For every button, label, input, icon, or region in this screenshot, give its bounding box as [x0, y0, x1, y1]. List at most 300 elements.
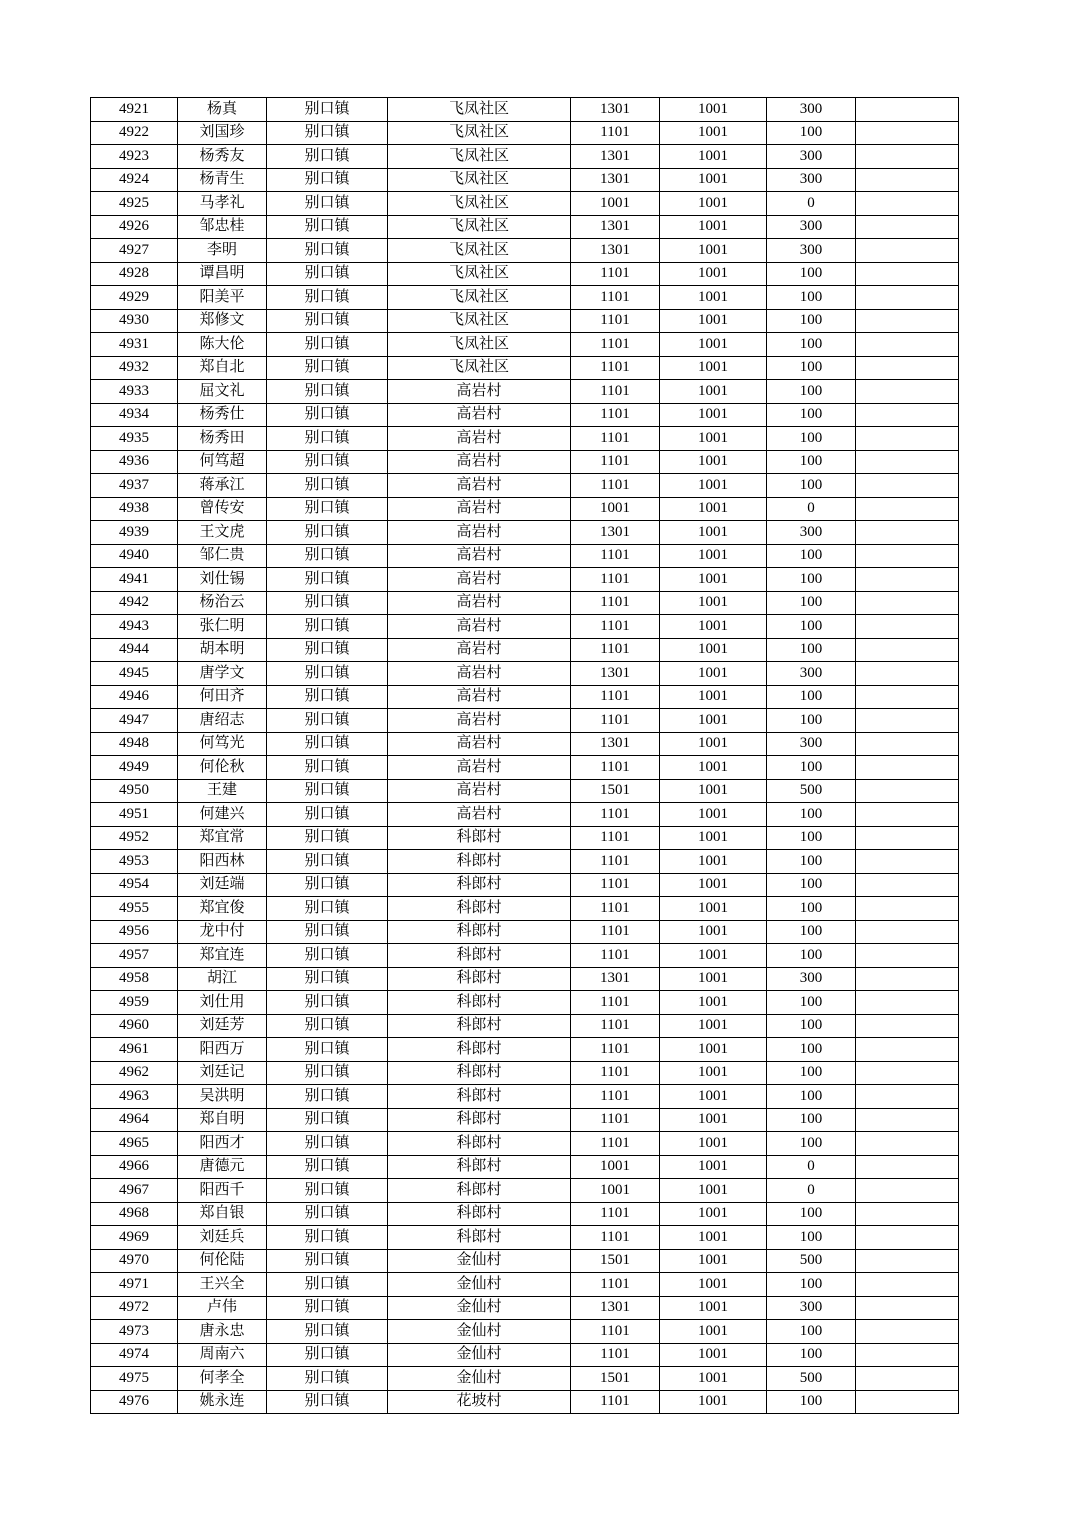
cell-village: 高岩村 — [388, 403, 571, 427]
cell-empty — [856, 98, 959, 122]
table-row — [91, 286, 959, 310]
cell-empty — [856, 897, 959, 921]
cell-id: 4949 — [91, 756, 178, 780]
cell-amount-1: 1101 — [571, 897, 660, 921]
cell-amount-2: 1001 — [660, 497, 767, 521]
table-row — [91, 1108, 959, 1132]
cell-amount-3: 100 — [767, 333, 856, 357]
cell-amount-3: 100 — [767, 356, 856, 380]
cell-name: 杨治云 — [178, 591, 267, 615]
cell-id: 4965 — [91, 1132, 178, 1156]
cell-amount-1: 1301 — [571, 967, 660, 991]
cell-name: 蒋承江 — [178, 474, 267, 498]
cell-amount-1: 1101 — [571, 685, 660, 709]
cell-name: 李明 — [178, 239, 267, 263]
cell-village: 高岩村 — [388, 685, 571, 709]
cell-amount-1: 1101 — [571, 544, 660, 568]
cell-town: 别口镇 — [267, 403, 388, 427]
cell-village: 科郎村 — [388, 1202, 571, 1226]
cell-amount-2: 1001 — [660, 1296, 767, 1320]
table-row — [91, 427, 959, 451]
cell-amount-3: 100 — [767, 873, 856, 897]
cell-name: 吴洪明 — [178, 1085, 267, 1109]
cell-amount-3: 100 — [767, 1273, 856, 1297]
cell-name: 何笃超 — [178, 450, 267, 474]
cell-amount-3: 100 — [767, 920, 856, 944]
cell-name: 刘廷兵 — [178, 1226, 267, 1250]
cell-name: 何伦陆 — [178, 1249, 267, 1273]
cell-name: 唐绍志 — [178, 709, 267, 733]
cell-amount-1: 1101 — [571, 944, 660, 968]
table-row — [91, 1249, 959, 1273]
cell-amount-2: 1001 — [660, 873, 767, 897]
table-row — [91, 662, 959, 686]
cell-amount-2: 1001 — [660, 591, 767, 615]
cell-name: 王兴全 — [178, 1273, 267, 1297]
table-row — [91, 544, 959, 568]
cell-name: 邹仁贵 — [178, 544, 267, 568]
cell-town: 别口镇 — [267, 215, 388, 239]
cell-amount-3: 100 — [767, 1320, 856, 1344]
cell-id: 4951 — [91, 803, 178, 827]
cell-amount-2: 1001 — [660, 427, 767, 451]
cell-amount-1: 1101 — [571, 403, 660, 427]
cell-town: 别口镇 — [267, 1202, 388, 1226]
cell-amount-2: 1001 — [660, 709, 767, 733]
cell-id: 4960 — [91, 1014, 178, 1038]
cell-amount-1: 1101 — [571, 568, 660, 592]
table-row — [91, 403, 959, 427]
cell-name: 曾传安 — [178, 497, 267, 521]
cell-village: 高岩村 — [388, 615, 571, 639]
cell-empty — [856, 732, 959, 756]
cell-village: 科郎村 — [388, 944, 571, 968]
cell-name: 何建兴 — [178, 803, 267, 827]
table-row — [91, 1226, 959, 1250]
cell-amount-1: 1101 — [571, 1061, 660, 1085]
cell-amount-2: 1001 — [660, 215, 767, 239]
cell-village: 科郎村 — [388, 1226, 571, 1250]
cell-id: 4931 — [91, 333, 178, 357]
cell-village: 科郎村 — [388, 1179, 571, 1203]
cell-empty — [856, 1132, 959, 1156]
cell-village: 高岩村 — [388, 474, 571, 498]
table-row — [91, 333, 959, 357]
cell-amount-2: 1001 — [660, 168, 767, 192]
table-row — [91, 568, 959, 592]
cell-village: 飞凤社区 — [388, 121, 571, 145]
cell-name: 张仁明 — [178, 615, 267, 639]
cell-id: 4969 — [91, 1226, 178, 1250]
cell-empty — [856, 779, 959, 803]
cell-id: 4941 — [91, 568, 178, 592]
cell-empty — [856, 239, 959, 263]
cell-id: 4940 — [91, 544, 178, 568]
table-row — [91, 474, 959, 498]
cell-name: 刘国珍 — [178, 121, 267, 145]
cell-amount-2: 1001 — [660, 803, 767, 827]
cell-id: 4934 — [91, 403, 178, 427]
cell-id: 4950 — [91, 779, 178, 803]
cell-amount-2: 1001 — [660, 1249, 767, 1273]
cell-amount-3: 100 — [767, 286, 856, 310]
cell-town: 别口镇 — [267, 121, 388, 145]
cell-amount-3: 300 — [767, 168, 856, 192]
cell-amount-2: 1001 — [660, 1202, 767, 1226]
table-row — [91, 192, 959, 216]
table-row — [91, 1085, 959, 1109]
cell-village: 飞凤社区 — [388, 333, 571, 357]
cell-amount-3: 100 — [767, 427, 856, 451]
cell-id: 4961 — [91, 1038, 178, 1062]
cell-village: 飞凤社区 — [388, 145, 571, 169]
table-row — [91, 309, 959, 333]
cell-name: 谭昌明 — [178, 262, 267, 286]
cell-amount-3: 100 — [767, 897, 856, 921]
cell-empty — [856, 1061, 959, 1085]
table-row — [91, 450, 959, 474]
cell-empty — [856, 380, 959, 404]
cell-village: 飞凤社区 — [388, 239, 571, 263]
cell-amount-3: 100 — [767, 474, 856, 498]
cell-id: 4972 — [91, 1296, 178, 1320]
cell-empty — [856, 450, 959, 474]
cell-amount-3: 100 — [767, 1085, 856, 1109]
cell-amount-2: 1001 — [660, 1273, 767, 1297]
cell-town: 别口镇 — [267, 98, 388, 122]
cell-id: 4948 — [91, 732, 178, 756]
cell-village: 科郎村 — [388, 850, 571, 874]
table-row — [91, 1273, 959, 1297]
table-row — [91, 145, 959, 169]
cell-name: 郑宜常 — [178, 826, 267, 850]
cell-name: 陈大伦 — [178, 333, 267, 357]
cell-amount-2: 1001 — [660, 380, 767, 404]
cell-amount-3: 100 — [767, 1226, 856, 1250]
cell-amount-3: 300 — [767, 239, 856, 263]
cell-empty — [856, 474, 959, 498]
cell-amount-2: 1001 — [660, 98, 767, 122]
cell-empty — [856, 615, 959, 639]
cell-village: 金仙村 — [388, 1343, 571, 1367]
cell-amount-2: 1001 — [660, 1320, 767, 1344]
table-row — [91, 873, 959, 897]
cell-amount-1: 1101 — [571, 1320, 660, 1344]
cell-amount-3: 300 — [767, 732, 856, 756]
cell-empty — [856, 873, 959, 897]
cell-town: 别口镇 — [267, 1273, 388, 1297]
cell-amount-2: 1001 — [660, 1367, 767, 1391]
cell-id: 4939 — [91, 521, 178, 545]
cell-town: 别口镇 — [267, 333, 388, 357]
cell-amount-3: 100 — [767, 309, 856, 333]
cell-empty — [856, 333, 959, 357]
cell-id: 4976 — [91, 1390, 178, 1414]
cell-amount-2: 1001 — [660, 121, 767, 145]
cell-amount-1: 1101 — [571, 450, 660, 474]
cell-amount-3: 100 — [767, 380, 856, 404]
cell-amount-3: 100 — [767, 1014, 856, 1038]
cell-name: 郑自北 — [178, 356, 267, 380]
cell-town: 别口镇 — [267, 615, 388, 639]
cell-town: 别口镇 — [267, 239, 388, 263]
cell-amount-3: 300 — [767, 662, 856, 686]
cell-empty — [856, 262, 959, 286]
cell-id: 4970 — [91, 1249, 178, 1273]
table-row — [91, 262, 959, 286]
cell-amount-3: 100 — [767, 121, 856, 145]
table-row — [91, 1390, 959, 1414]
cell-town: 别口镇 — [267, 920, 388, 944]
cell-id: 4967 — [91, 1179, 178, 1203]
cell-name: 刘廷记 — [178, 1061, 267, 1085]
cell-village: 科郎村 — [388, 1014, 571, 1038]
cell-id: 4946 — [91, 685, 178, 709]
table-row — [91, 709, 959, 733]
cell-town: 别口镇 — [267, 192, 388, 216]
cell-town: 别口镇 — [267, 756, 388, 780]
cell-town: 别口镇 — [267, 991, 388, 1015]
cell-id: 4968 — [91, 1202, 178, 1226]
cell-id: 4954 — [91, 873, 178, 897]
cell-village: 高岩村 — [388, 732, 571, 756]
cell-village: 科郎村 — [388, 1061, 571, 1085]
cell-amount-1: 1101 — [571, 121, 660, 145]
cell-id: 4924 — [91, 168, 178, 192]
cell-village: 金仙村 — [388, 1296, 571, 1320]
cell-town: 别口镇 — [267, 685, 388, 709]
cell-amount-3: 500 — [767, 1249, 856, 1273]
cell-amount-1: 1101 — [571, 1202, 660, 1226]
cell-amount-2: 1001 — [660, 356, 767, 380]
cell-amount-2: 1001 — [660, 756, 767, 780]
cell-village: 高岩村 — [388, 779, 571, 803]
cell-empty — [856, 1390, 959, 1414]
cell-empty — [856, 168, 959, 192]
cell-village: 高岩村 — [388, 544, 571, 568]
cell-empty — [856, 591, 959, 615]
cell-village: 科郎村 — [388, 1085, 571, 1109]
cell-amount-1: 1101 — [571, 803, 660, 827]
cell-empty — [856, 1249, 959, 1273]
cell-amount-2: 1001 — [660, 239, 767, 263]
cell-id: 4971 — [91, 1273, 178, 1297]
table-row — [91, 591, 959, 615]
cell-town: 别口镇 — [267, 1343, 388, 1367]
cell-amount-3: 300 — [767, 521, 856, 545]
cell-amount-1: 1001 — [571, 497, 660, 521]
cell-village: 高岩村 — [388, 568, 571, 592]
cell-name: 何孝全 — [178, 1367, 267, 1391]
cell-amount-2: 1001 — [660, 897, 767, 921]
cell-village: 高岩村 — [388, 497, 571, 521]
cell-id: 4936 — [91, 450, 178, 474]
cell-amount-3: 100 — [767, 1202, 856, 1226]
cell-name: 杨青生 — [178, 168, 267, 192]
cell-town: 别口镇 — [267, 168, 388, 192]
cell-id: 4947 — [91, 709, 178, 733]
cell-town: 别口镇 — [267, 544, 388, 568]
cell-town: 别口镇 — [267, 497, 388, 521]
cell-amount-1: 1101 — [571, 309, 660, 333]
cell-amount-3: 100 — [767, 1390, 856, 1414]
cell-name: 王文虎 — [178, 521, 267, 545]
cell-name: 刘廷芳 — [178, 1014, 267, 1038]
cell-amount-1: 1101 — [571, 826, 660, 850]
cell-amount-2: 1001 — [660, 850, 767, 874]
cell-amount-3: 100 — [767, 1061, 856, 1085]
cell-amount-2: 1001 — [660, 1179, 767, 1203]
cell-empty — [856, 638, 959, 662]
cell-name: 杨秀友 — [178, 145, 267, 169]
table-row — [91, 1014, 959, 1038]
table-row — [91, 380, 959, 404]
cell-id: 4927 — [91, 239, 178, 263]
cell-village: 金仙村 — [388, 1249, 571, 1273]
cell-empty — [856, 521, 959, 545]
cell-empty — [856, 1226, 959, 1250]
cell-id: 4975 — [91, 1367, 178, 1391]
cell-amount-2: 1001 — [660, 309, 767, 333]
cell-town: 别口镇 — [267, 521, 388, 545]
cell-town: 别口镇 — [267, 779, 388, 803]
cell-town: 别口镇 — [267, 826, 388, 850]
cell-village: 科郎村 — [388, 920, 571, 944]
cell-empty — [856, 568, 959, 592]
cell-id: 4926 — [91, 215, 178, 239]
cell-empty — [856, 403, 959, 427]
cell-empty — [856, 192, 959, 216]
cell-amount-3: 100 — [767, 944, 856, 968]
table-row — [91, 779, 959, 803]
cell-town: 别口镇 — [267, 1179, 388, 1203]
cell-name: 马孝礼 — [178, 192, 267, 216]
table-row — [91, 521, 959, 545]
cell-id: 4956 — [91, 920, 178, 944]
cell-village: 花坡村 — [388, 1390, 571, 1414]
cell-village: 金仙村 — [388, 1367, 571, 1391]
cell-village: 飞凤社区 — [388, 168, 571, 192]
cell-town: 别口镇 — [267, 1249, 388, 1273]
cell-village: 飞凤社区 — [388, 98, 571, 122]
cell-village: 高岩村 — [388, 591, 571, 615]
cell-empty — [856, 215, 959, 239]
cell-id: 4958 — [91, 967, 178, 991]
cell-id: 4921 — [91, 98, 178, 122]
cell-empty — [856, 1367, 959, 1391]
cell-town: 别口镇 — [267, 944, 388, 968]
cell-amount-2: 1001 — [660, 662, 767, 686]
cell-amount-1: 1501 — [571, 779, 660, 803]
cell-amount-1: 1301 — [571, 145, 660, 169]
cell-town: 别口镇 — [267, 380, 388, 404]
cell-amount-3: 100 — [767, 826, 856, 850]
cell-amount-3: 0 — [767, 1155, 856, 1179]
cell-name: 阳西林 — [178, 850, 267, 874]
cell-amount-3: 300 — [767, 967, 856, 991]
cell-amount-1: 1501 — [571, 1367, 660, 1391]
cell-village: 高岩村 — [388, 380, 571, 404]
cell-amount-2: 1001 — [660, 1226, 767, 1250]
cell-id: 4943 — [91, 615, 178, 639]
cell-town: 别口镇 — [267, 568, 388, 592]
cell-amount-1: 1101 — [571, 1343, 660, 1367]
cell-amount-1: 1301 — [571, 732, 660, 756]
cell-village: 飞凤社区 — [388, 356, 571, 380]
cell-town: 别口镇 — [267, 1390, 388, 1414]
cell-id: 4973 — [91, 1320, 178, 1344]
cell-id: 4955 — [91, 897, 178, 921]
cell-id: 4937 — [91, 474, 178, 498]
cell-village: 高岩村 — [388, 803, 571, 827]
cell-amount-1: 1001 — [571, 192, 660, 216]
cell-amount-2: 1001 — [660, 474, 767, 498]
cell-village: 飞凤社区 — [388, 286, 571, 310]
cell-amount-3: 100 — [767, 450, 856, 474]
cell-town: 别口镇 — [267, 1320, 388, 1344]
cell-empty — [856, 826, 959, 850]
cell-village: 高岩村 — [388, 450, 571, 474]
cell-town: 别口镇 — [267, 309, 388, 333]
cell-amount-2: 1001 — [660, 192, 767, 216]
cell-village: 高岩村 — [388, 662, 571, 686]
cell-id: 4942 — [91, 591, 178, 615]
cell-name: 屈文礼 — [178, 380, 267, 404]
cell-id: 4957 — [91, 944, 178, 968]
cell-amount-2: 1001 — [660, 920, 767, 944]
cell-amount-1: 1101 — [571, 1132, 660, 1156]
cell-amount-1: 1301 — [571, 98, 660, 122]
cell-town: 别口镇 — [267, 262, 388, 286]
cell-id: 4932 — [91, 356, 178, 380]
cell-town: 别口镇 — [267, 709, 388, 733]
cell-village: 科郎村 — [388, 1108, 571, 1132]
cell-amount-3: 300 — [767, 145, 856, 169]
cell-village: 金仙村 — [388, 1273, 571, 1297]
cell-amount-2: 1001 — [660, 286, 767, 310]
cell-amount-2: 1001 — [660, 1085, 767, 1109]
cell-amount-1: 1101 — [571, 1226, 660, 1250]
cell-name: 郑自明 — [178, 1108, 267, 1132]
cell-amount-2: 1001 — [660, 1108, 767, 1132]
table-body — [91, 98, 959, 1414]
cell-amount-2: 1001 — [660, 826, 767, 850]
cell-village: 金仙村 — [388, 1320, 571, 1344]
table-row — [91, 967, 959, 991]
cell-village: 科郎村 — [388, 1038, 571, 1062]
cell-town: 别口镇 — [267, 1038, 388, 1062]
cell-town: 别口镇 — [267, 732, 388, 756]
cell-town: 别口镇 — [267, 897, 388, 921]
cell-amount-3: 100 — [767, 850, 856, 874]
cell-id: 4962 — [91, 1061, 178, 1085]
table-row — [91, 497, 959, 521]
cell-amount-1: 1101 — [571, 286, 660, 310]
cell-name: 郑宜俊 — [178, 897, 267, 921]
cell-amount-2: 1001 — [660, 944, 767, 968]
cell-amount-2: 1001 — [660, 1390, 767, 1414]
cell-amount-2: 1001 — [660, 1343, 767, 1367]
cell-amount-2: 1001 — [660, 685, 767, 709]
cell-amount-1: 1301 — [571, 168, 660, 192]
cell-empty — [856, 920, 959, 944]
cell-name: 杨真 — [178, 98, 267, 122]
cell-amount-3: 100 — [767, 709, 856, 733]
cell-amount-2: 1001 — [660, 403, 767, 427]
cell-amount-3: 100 — [767, 262, 856, 286]
cell-name: 杨秀仕 — [178, 403, 267, 427]
cell-empty — [856, 967, 959, 991]
